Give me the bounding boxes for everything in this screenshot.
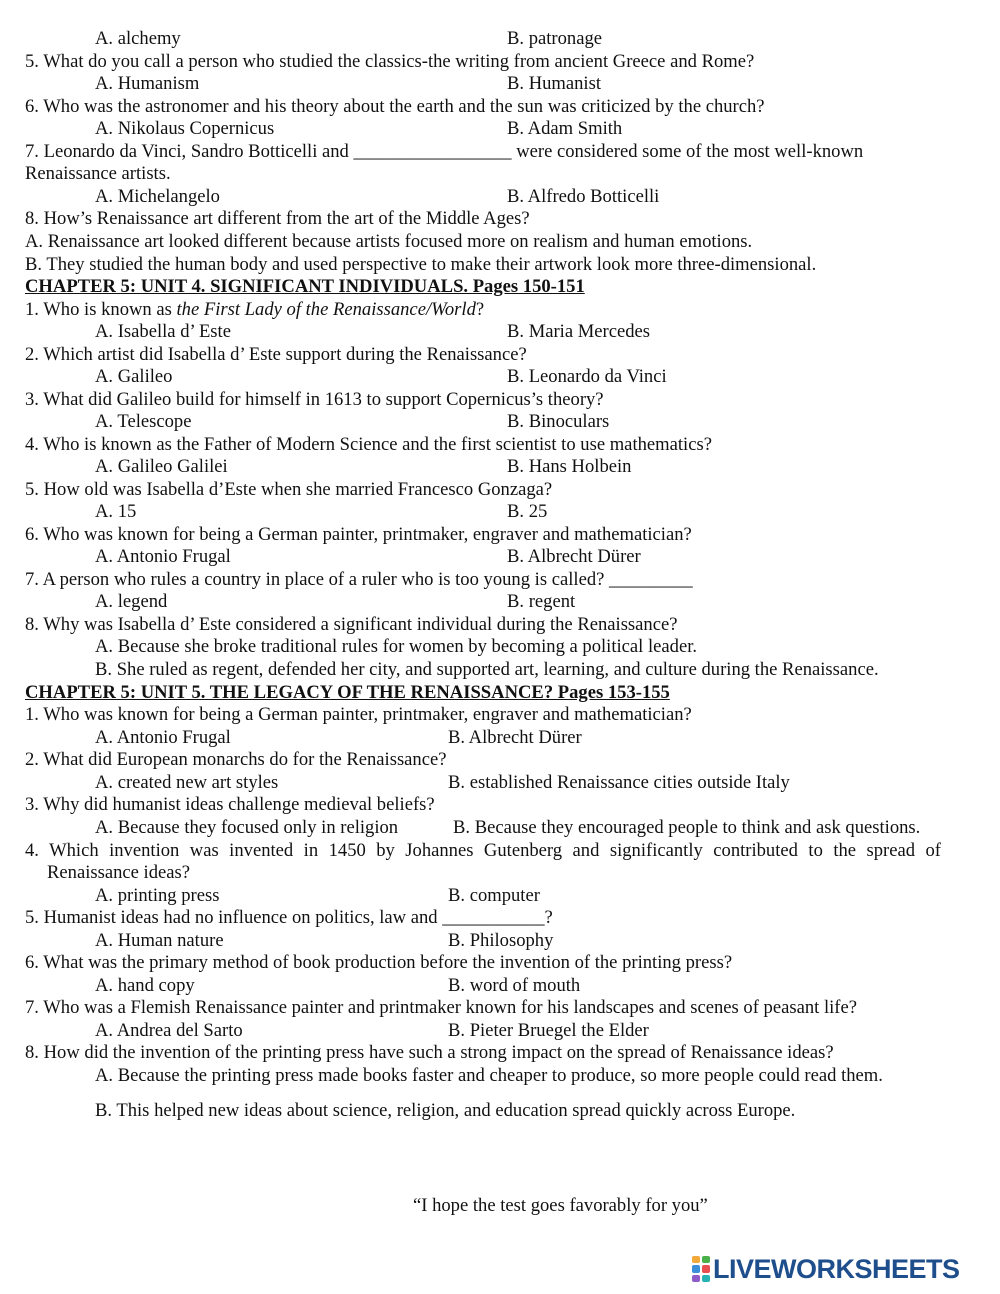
- unit5-q7-option-b: B. Pieter Bruegel the Elder: [448, 1020, 649, 1041]
- logo-text: LIVEWORKSHEETS: [713, 1253, 960, 1284]
- unit4-q1-italic: the First Lady of the Renaissance/World: [176, 299, 476, 320]
- unit5-q2-option-a: A. created new art styles: [95, 772, 279, 793]
- unit4-q1-option-b: B. Maria Mercedes: [507, 321, 651, 342]
- unit3-q4-option-a: A. alchemy: [95, 28, 181, 49]
- unit5-q5-option-a: A. Human nature: [95, 930, 224, 951]
- unit5-q4-question-line2: Renaissance ideas?: [47, 862, 191, 883]
- unit4-q5-question: 5. How old was Isabella d’Este when she married Francesco Gonzaga?: [25, 479, 553, 500]
- unit4-q7-question: 7. A person who rules a country in place of a ruler who is too young is called? _________: [25, 569, 693, 590]
- unit4-q8-question: 8. Why was Isabella d’ Este considered a significant individual during the Renaissance?: [25, 614, 678, 635]
- unit3-q5-option-a: A. Humanism: [95, 73, 200, 94]
- unit5-q4-option-b: B. computer: [448, 885, 540, 906]
- unit5-q2-question: 2. What did European monarchs do for the Renaissance?: [25, 749, 447, 770]
- unit4-q2-question: 2. Which artist did Isabella d’ Este support during the Renaissance?: [25, 344, 527, 365]
- unit3-q8-option-b: B. They studied the human body and used perspective to make their artwork look more three-dimensional.: [25, 254, 817, 275]
- logo-mark-block: [702, 1265, 710, 1272]
- unit5-q5-option-b: B. Philosophy: [448, 930, 554, 951]
- logo-mark-block: [692, 1265, 700, 1272]
- unit5-q6-option-a: A. hand copy: [95, 975, 195, 996]
- logo-mark-block: [702, 1275, 710, 1282]
- logo-mark-block: [692, 1275, 700, 1282]
- unit3-q7-option-a: A. Michelangelo: [95, 186, 220, 207]
- unit4-q4-option-a: A. Galileo Galilei: [95, 456, 228, 477]
- unit5-q8-option-b: B. This helped new ideas about science, religion, and education spread quickly across Europe.: [95, 1100, 796, 1121]
- unit5-q3-question: 3. Why did humanist ideas challenge medieval beliefs?: [25, 794, 435, 815]
- unit5-q4-question-line1: 4. Which invention was invented in 1450 by Johannes Gutenberg and significantly contributed to the spread of: [25, 840, 941, 861]
- unit4-q4-option-b: B. Hans Holbein: [507, 456, 632, 477]
- unit3-q5-question: 5. What do you call a person who studied the classics-the writing from ancient Greece and Rome?: [25, 51, 755, 72]
- liveworksheets-logo: [692, 1254, 960, 1284]
- unit4-q1-suffix: ?: [475, 299, 485, 320]
- unit5-q1-option-b: B. Albrecht Dürer: [448, 727, 582, 748]
- unit5-q4-option-a: A. printing press: [95, 885, 220, 906]
- unit5-q1-option-a: A. Antonio Frugal: [95, 727, 231, 748]
- unit4-q6-option-a: A. Antonio Frugal: [95, 546, 231, 567]
- unit4-header: CHAPTER 5: UNIT 4. SIGNIFICANT INDIVIDUALS. Pages 150-151: [25, 276, 585, 297]
- logo-mark-icon: [692, 1256, 710, 1282]
- unit3-q4-option-b: B. patronage: [507, 28, 603, 49]
- unit4-q7-option-a: A. legend: [95, 591, 168, 612]
- unit4-q5-option-a: A. 15: [95, 501, 137, 522]
- unit3-q8-option-a: A. Renaissance art looked different because artists focused more on realism and human emotions.: [25, 231, 753, 252]
- unit3-q6-option-b: B. Adam Smith: [507, 118, 623, 139]
- unit3-q8-question: 8. How’s Renaissance art different from the art of the Middle Ages?: [25, 208, 530, 229]
- unit5-q1-question: 1. Who was known for being a German painter, printmaker, engraver and mathematician?: [25, 704, 692, 725]
- unit5-q3-option-a: A. Because they focused only in religion: [95, 817, 399, 838]
- unit5-q6-question: 6. What was the primary method of book production before the invention of the printing press?: [25, 952, 733, 973]
- unit3-q7-question-line1: 7. Leonardo da Vinci, Sandro Botticelli and _________________ were considered some of the most well-known: [25, 141, 864, 162]
- unit5-header: CHAPTER 5: UNIT 5. THE LEGACY OF THE RENAISSANCE? Pages 153-155: [25, 682, 670, 703]
- unit5-q2-option-b: B. established Renaissance cities outside Italy: [448, 772, 790, 793]
- logo-mark-block: [702, 1256, 710, 1263]
- unit4-q8-option-b: B. She ruled as regent, defended her city, and supported art, learning, and culture during the Renaissance.: [95, 659, 879, 680]
- unit4-q3-question: 3. What did Galileo build for himself in 1613 to support Copernicus’s theory?: [25, 389, 604, 410]
- unit4-q1-prefix: 1. Who is known as: [25, 299, 177, 320]
- unit5-q3-option-b: B. Because they encouraged people to think and ask questions.: [453, 817, 921, 838]
- unit3-q7-option-b: B. Alfredo Botticelli: [507, 186, 660, 207]
- unit4-q6-question: 6. Who was known for being a German painter, printmaker, engraver and mathematician?: [25, 524, 692, 545]
- unit4-q7-option-b: B. regent: [507, 591, 576, 612]
- unit5-q7-option-a: A. Andrea del Sarto: [95, 1020, 243, 1041]
- unit4-q6-option-b: B. Albrecht Dürer: [507, 546, 641, 567]
- logo-mark-block: [692, 1256, 700, 1263]
- unit3-q6-question: 6. Who was the astronomer and his theory about the earth and the sun was criticized by the church?: [25, 96, 765, 117]
- unit4-q3-option-b: B. Binoculars: [507, 411, 610, 432]
- unit4-q5-option-b: B. 25: [507, 501, 548, 522]
- unit3-q5-option-b: B. Humanist: [507, 73, 602, 94]
- unit4-q3-option-a: A. Telescope: [95, 411, 192, 432]
- unit5-q8-option-a: A. Because the printing press made books faster and cheaper to produce, so more people could read them.: [95, 1065, 883, 1086]
- unit3-q7-question-line2: Renaissance artists.: [25, 163, 171, 184]
- closing-quote: “I hope the test goes favorably for you”: [413, 1195, 708, 1216]
- unit4-q4-question: 4. Who is known as the Father of Modern Science and the first scientist to use mathematics?: [25, 434, 712, 455]
- unit4-q1-option-a: A. Isabella d’ Este: [95, 321, 231, 342]
- unit5-q8-question: 8. How did the invention of the printing press have such a strong impact on the spread of Renaissance ideas?: [25, 1042, 834, 1063]
- unit3-q6-option-a: A. Nikolaus Copernicus: [95, 118, 275, 139]
- unit4-q2-option-b: B. Leonardo da Vinci: [507, 366, 667, 387]
- unit5-q6-option-b: B. word of mouth: [448, 975, 581, 996]
- unit5-q7-question: 7. Who was a Flemish Renaissance painter and printmaker known for his landscapes and scenes of peasant life?: [25, 997, 857, 1018]
- unit5-q5-question: 5. Humanist ideas had no influence on politics, law and ___________?: [25, 907, 553, 928]
- unit4-q8-option-a: A. Because she broke traditional rules for women by becoming a political leader.: [95, 636, 698, 657]
- unit4-q2-option-a: A. Galileo: [95, 366, 173, 387]
- unit4-q1-question: [25, 299, 484, 321]
